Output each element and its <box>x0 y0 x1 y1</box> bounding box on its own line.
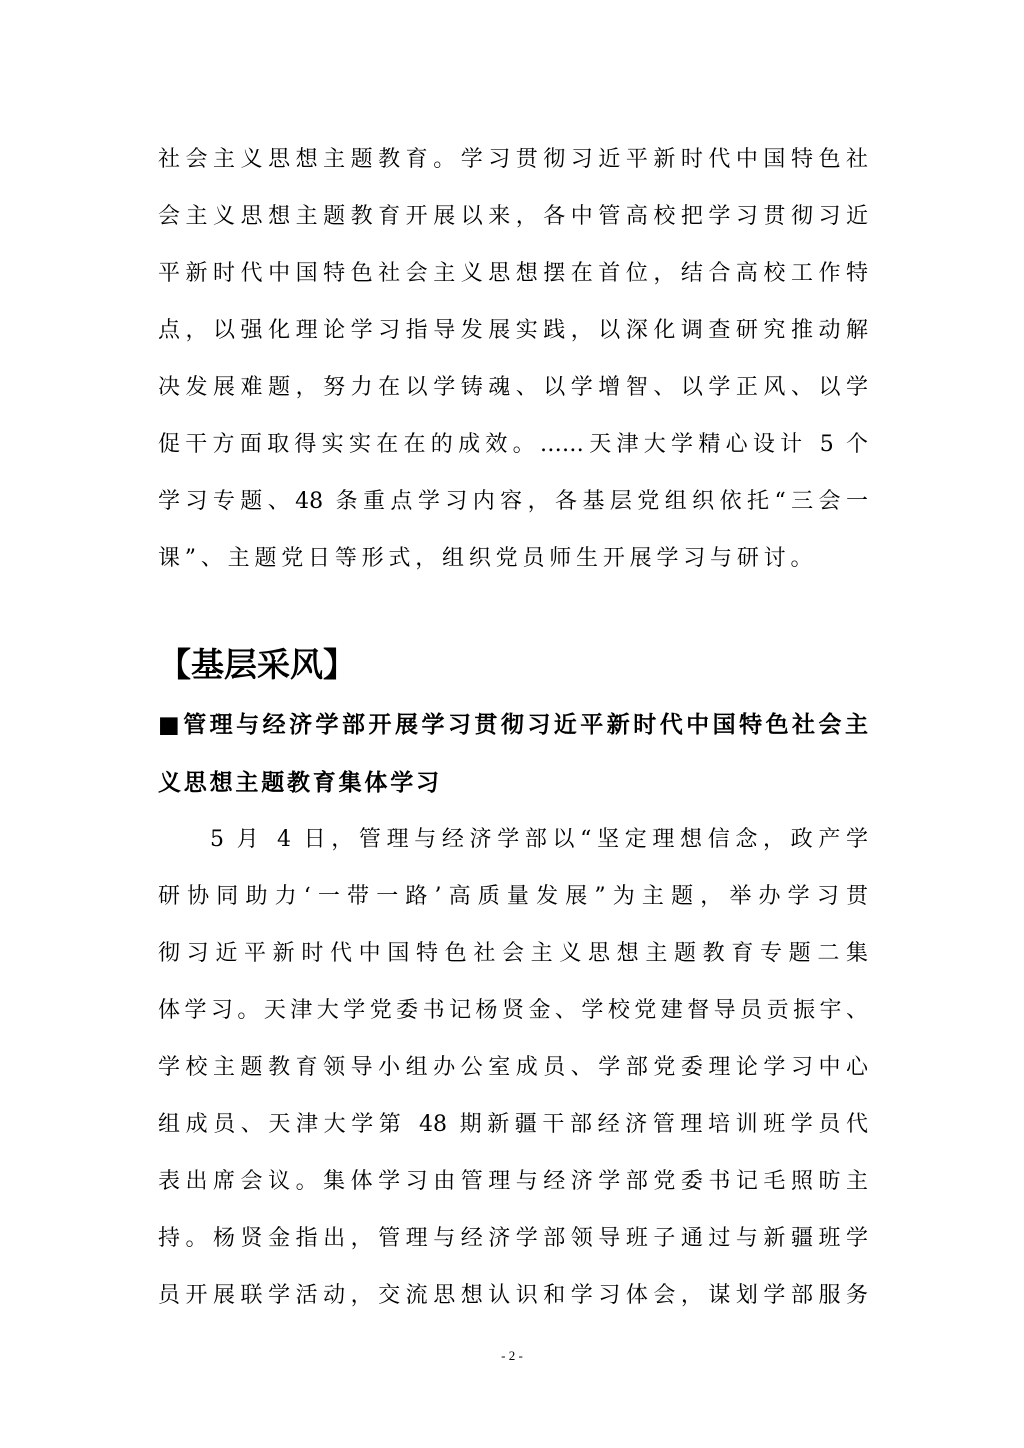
body-text-line: 持。杨贤金指出，管理与经济学部领导班子通过与新疆班学 <box>158 1226 868 1251</box>
body-text-line: 组成员、天津大学第 48 期新疆干部经济管理培训班学员代 <box>158 1112 868 1137</box>
page-number: - 2 - <box>501 1348 523 1363</box>
body-text-line: 点，以强化理论学习指导发展实践，以深化调查研究推动解 <box>158 318 868 343</box>
body-text-line: 课”、主题党日等形式，组织党员师生开展学习与研讨。 <box>158 546 818 571</box>
body-text-line: 促干方面取得实实在在的成效。……天津大学精心设计 5 个 <box>158 432 868 457</box>
paragraph-1 <box>158 131 868 587</box>
body-text-line: 员开展联学活动，交流思想认识和学习体会，谋划学部服务 <box>158 1283 868 1308</box>
body-text-line: 彻习近平新时代中国特色社会主义思想主题教育专题二集 <box>158 941 868 966</box>
body-text-line: 社会主义思想主题教育。学习贯彻习近平新时代中国特色社 <box>158 147 868 172</box>
body-text-line: 决发展难题，努力在以学铸魂、以学增智、以学正风、以学 <box>158 375 868 400</box>
body-text-line: 平新时代中国特色社会主义思想摆在首位，结合高校工作特 <box>158 261 868 286</box>
body-text-line: 学习专题、48 条重点学习内容，各基层党组织依托“三会一 <box>158 489 868 514</box>
article-title-line: 义思想主题教育集体学习 <box>158 769 442 796</box>
body-text-line: 研协同助力‘一带一路’高质量发展”为主题，举办学习贯 <box>158 884 868 909</box>
body-text-line: 5 月 4 日，管理与经济学部以“坚定理想信念，政产学 <box>210 827 868 852</box>
body-text-line: 会主义思想主题教育开展以来，各中管高校把学习贯彻习近 <box>158 204 868 229</box>
body-text-line: 学校主题教育领导小组办公室成员、学部党委理论学习中心 <box>158 1055 868 1080</box>
body-text-line: 体学习。天津大学党委书记杨贤金、学校党建督导员贡振宇、 <box>158 998 868 1023</box>
article-title <box>158 696 868 812</box>
body-text-line: 表出席会议。集体学习由管理与经济学部党委书记毛照昉主 <box>158 1169 868 1194</box>
paragraph-2 <box>158 811 868 1324</box>
article-title-line: ■管理与经济学部开展学习贯彻习近平新时代中国特色社会主 <box>158 711 868 738</box>
section-heading: 【基层采风】 <box>158 645 356 684</box>
